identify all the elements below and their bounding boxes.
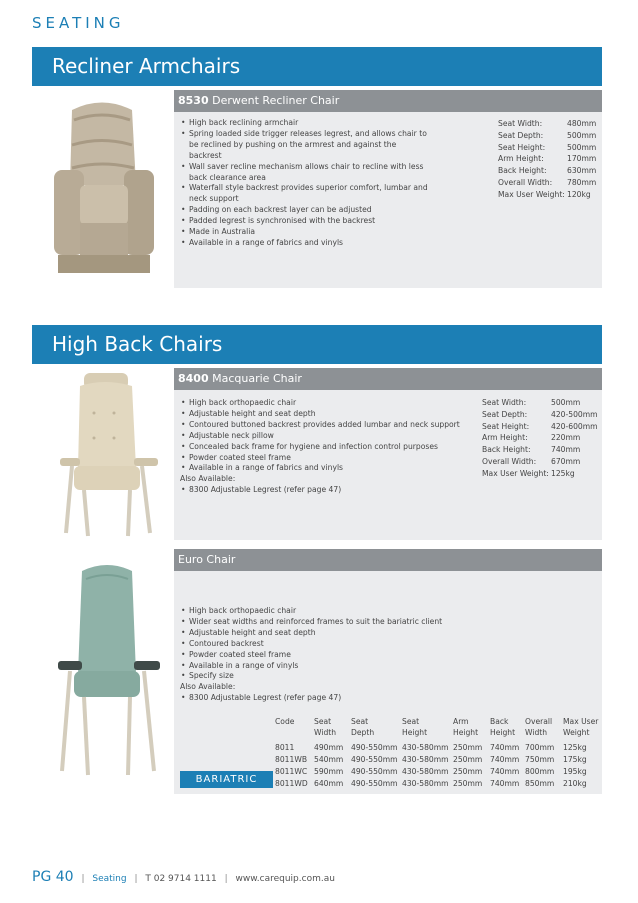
euro-size-table — [275, 717, 601, 790]
spec-label: Seat Width: — [482, 398, 527, 407]
table-row — [482, 422, 598, 434]
list-item: • Adjustable neck pillow — [180, 431, 470, 442]
col-header-seat-width: Seat Width — [314, 717, 337, 737]
recliner-feature-list — [180, 118, 430, 249]
spec-value: 420-500mm — [551, 409, 598, 419]
list-item: • High back reclining armchair — [180, 118, 430, 129]
bariatric-badge: BARIATRIC — [180, 771, 273, 788]
table-cell: 700mm — [525, 743, 555, 752]
table-cell: 430-580mm — [402, 767, 449, 776]
table-cell: 800mm — [525, 767, 555, 776]
table-cell: 490-550mm — [351, 755, 398, 764]
list-item: • Available in a range of fabrics and vinyls — [180, 238, 430, 249]
table-row — [498, 166, 596, 178]
spec-value: 500mm — [567, 130, 597, 140]
spec-value: 120kg — [567, 189, 591, 199]
table-row — [482, 469, 598, 481]
table-cell: 250mm — [453, 767, 483, 776]
footer-phone: T 02 9714 1111 — [145, 874, 217, 884]
list-item: • Spring loaded side trigger releases legrest, and allows chair to be reclined by pushing on the armrest and against the backrest — [180, 129, 430, 162]
footer-website[interactable]: www.carequip.com.au — [235, 874, 335, 884]
spec-label: Arm Height: — [498, 154, 544, 164]
spec-label: Seat Height: — [498, 142, 546, 152]
table-row — [482, 433, 598, 445]
table-cell: 195kg — [563, 767, 587, 776]
euro-product-name: Euro Chair — [178, 553, 236, 566]
spec-label: Back Height: — [482, 445, 531, 455]
table-cell: 250mm — [453, 755, 483, 764]
list-item: • Wall saver recline mechanism allows chair to recline with less back clearance area — [180, 162, 430, 184]
spec-value: 220mm — [551, 433, 581, 443]
list-item: • Powder coated steel frame — [180, 650, 480, 661]
macquarie-panel — [32, 368, 602, 540]
table-cell: 250mm — [453, 743, 483, 752]
footer-section: Seating — [92, 874, 127, 884]
table-cell: 490-550mm — [351, 767, 398, 776]
footer-separator: | — [81, 874, 85, 884]
table-cell: 740mm — [490, 779, 520, 788]
also-available-label: Also Available: — [180, 474, 236, 484]
table-cell: 850mm — [525, 779, 555, 788]
list-item: • Contoured buttoned backrest provides added lumbar and neck support — [180, 420, 470, 431]
macquarie-chair-image — [32, 368, 174, 540]
table-cell: 125kg — [563, 743, 587, 752]
spec-label: Seat Width: — [498, 119, 543, 128]
macquarie-product-name: Macquarie Chair — [212, 372, 302, 385]
table-cell: 8011WC — [275, 767, 308, 776]
table-row — [275, 766, 601, 778]
macquarie-product-code: 8400 — [178, 372, 209, 385]
list-item: • 8300 Adjustable Legrest (refer page 47) — [180, 693, 480, 704]
col-header-overall-width: Overall Width — [525, 717, 553, 737]
list-item: • 8300 Adjustable Legrest (refer page 47) — [180, 485, 470, 496]
list-item: • Concealed back frame for hygiene and infection control purposes — [180, 442, 470, 453]
also-available-label: Also Available: — [180, 682, 236, 692]
table-header-row — [275, 717, 601, 742]
spec-value: 170mm — [567, 154, 597, 164]
table-cell: 590mm — [314, 767, 344, 776]
table-cell: 430-580mm — [402, 743, 449, 752]
recliner-panel — [32, 90, 602, 288]
table-row — [498, 119, 596, 131]
recliner-product-code: 8530 — [178, 94, 209, 107]
footer-separator: | — [224, 874, 228, 884]
footer-separator: | — [134, 874, 138, 884]
list-item: • Available in a range of vinyls — [180, 661, 480, 672]
euro-panel — [32, 549, 602, 794]
table-row — [482, 398, 598, 410]
recliner-banner: Recliner Armchairs — [32, 47, 602, 86]
table-cell: 540mm — [314, 755, 344, 764]
list-item: • Contoured backrest — [180, 639, 480, 650]
col-header-code: Code — [275, 717, 295, 726]
table-cell: 490-550mm — [351, 779, 398, 788]
euro-feature-list — [180, 606, 480, 704]
col-header-seat-height: Seat Height — [402, 717, 428, 737]
table-cell: 430-580mm — [402, 779, 449, 788]
list-item: • Adjustable height and seat depth — [180, 409, 470, 420]
macquarie-product-title — [174, 368, 602, 390]
euro-chair-image — [32, 549, 174, 794]
table-row — [498, 178, 596, 190]
table-row — [498, 190, 596, 202]
page-number: PG 40 — [32, 869, 74, 885]
spec-value: 480mm — [567, 119, 597, 128]
spec-label: Max User Weight: — [498, 189, 565, 199]
list-item: • Powder coated steel frame — [180, 453, 470, 464]
col-header-seat-depth: Seat Depth — [351, 717, 375, 737]
euro-product-title — [174, 549, 602, 571]
spec-value: 780mm — [567, 177, 597, 187]
table-cell: 740mm — [490, 767, 520, 776]
recliner-spec-table — [498, 119, 596, 202]
list-item: • Adjustable height and seat depth — [180, 628, 480, 639]
table-cell: 8011WB — [275, 755, 308, 764]
list-item: • High back orthopaedic chair — [180, 606, 480, 617]
table-cell: 430-580mm — [402, 755, 449, 764]
recliner-chair-image — [32, 90, 174, 288]
macquarie-spec-table — [482, 398, 598, 481]
list-item: • Available in a range of fabrics and vinyls — [180, 463, 470, 474]
spec-value: 420-600mm — [551, 421, 598, 431]
list-item: • Padded legrest is synchronised with the backrest — [180, 216, 430, 227]
table-cell: 8011WD — [275, 779, 308, 788]
recliner-product-name: Derwent Recliner Chair — [212, 94, 340, 107]
spec-label: Back Height: — [498, 166, 547, 176]
table-row — [498, 154, 596, 166]
list-item: • High back orthopaedic chair — [180, 398, 470, 409]
list-item: • Wider seat widths and reinforced frames to suit the bariatric client — [180, 617, 480, 628]
list-item: • Made in Australia — [180, 227, 430, 238]
list-item: • Waterfall style backrest provides superior comfort, lumbar and neck support — [180, 183, 430, 205]
table-row — [498, 143, 596, 155]
spec-label: Seat Height: — [482, 421, 530, 431]
table-cell: 740mm — [490, 755, 520, 764]
table-cell: 490-550mm — [351, 743, 398, 752]
table-row — [498, 131, 596, 143]
spec-value: 125kg — [551, 468, 575, 478]
spec-label: Seat Depth: — [498, 130, 544, 140]
list-item: • Specify size — [180, 671, 480, 682]
table-cell: 750mm — [525, 755, 555, 764]
table-row — [482, 457, 598, 469]
spec-value: 630mm — [567, 166, 597, 176]
col-header-arm-height: Arm Height — [453, 717, 479, 737]
page-footer — [32, 869, 335, 885]
spec-label: Seat Depth: — [482, 409, 528, 419]
table-cell: 250mm — [453, 779, 483, 788]
spec-value: 670mm — [551, 456, 581, 466]
spec-value: 740mm — [551, 445, 581, 455]
table-cell: 175kg — [563, 755, 587, 764]
spec-label: Overall Width: — [498, 177, 553, 187]
list-item: • Padding on each backrest layer can be adjusted — [180, 205, 430, 216]
table-row — [275, 742, 601, 754]
table-cell: 8011 — [275, 743, 295, 752]
spec-label: Overall Width: — [482, 456, 537, 466]
recliner-product-title — [174, 90, 602, 112]
spec-value: 500mm — [551, 398, 581, 407]
table-cell: 640mm — [314, 779, 344, 788]
table-row — [482, 445, 598, 457]
table-cell: 740mm — [490, 743, 520, 752]
table-cell: 490mm — [314, 743, 344, 752]
macquarie-feature-list — [180, 398, 470, 496]
spec-value: 500mm — [567, 142, 597, 152]
spec-label: Max User Weight: — [482, 468, 549, 478]
table-cell: 210kg — [563, 779, 587, 788]
highback-banner: High Back Chairs — [32, 325, 602, 364]
table-row — [275, 778, 601, 790]
table-row — [482, 410, 598, 422]
section-label: SEATING — [32, 14, 125, 32]
table-row — [275, 754, 601, 766]
col-header-max-user-weight: Max User Weight — [563, 717, 599, 737]
col-header-back-height: Back Height — [490, 717, 516, 737]
spec-label: Arm Height: — [482, 433, 528, 443]
